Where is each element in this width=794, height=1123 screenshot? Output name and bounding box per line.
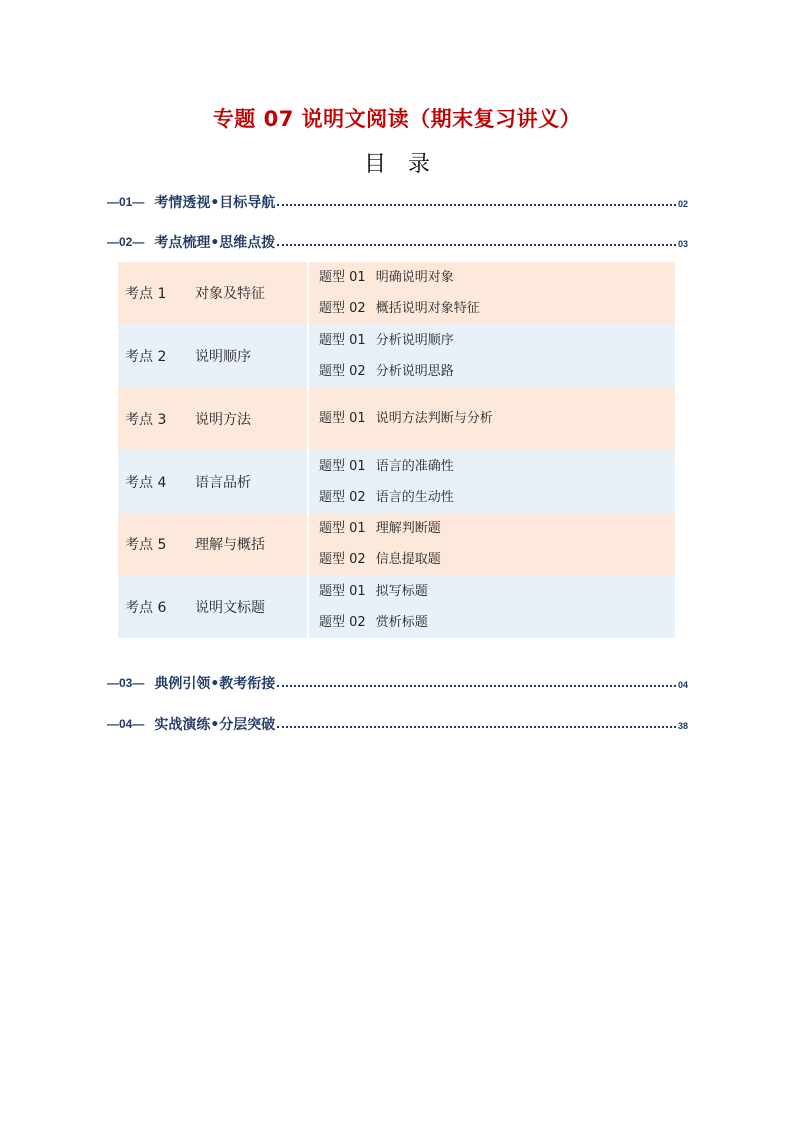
toc-entry-number: —03—	[107, 676, 145, 690]
kaodian-row	[118, 450, 675, 513]
kaodian-number: 考点 6	[125, 599, 167, 616]
tixing-item[interactable]	[319, 325, 675, 356]
toc-entry[interactable]	[107, 714, 688, 734]
kaodian-cell	[118, 387, 309, 450]
tixing-item[interactable]	[319, 451, 675, 482]
kaodian-cell	[118, 450, 309, 513]
tixing-item[interactable]	[319, 356, 675, 387]
kaodian-row	[118, 513, 675, 575]
tixing-cell	[309, 387, 675, 450]
tixing-item[interactable]	[319, 544, 675, 575]
kaodian-cell	[118, 513, 309, 575]
kaodian-name: 说明方法	[195, 411, 251, 428]
kaodian-cell	[118, 575, 309, 638]
kaodian-number: 考点 5	[125, 537, 167, 553]
toc-heading: 目录	[363, 152, 452, 177]
kaodian-number: 考点 1	[125, 286, 167, 302]
tixing-name: 理解判断题	[375, 521, 441, 536]
tixing-name: 分析说明顺序	[375, 332, 454, 348]
toc-entry-number: —01—	[107, 195, 145, 209]
toc-entry[interactable]	[107, 673, 688, 693]
kaodian-table	[118, 262, 675, 638]
kaodian-name: 语言品析	[195, 474, 251, 491]
kaodian-number: 考点 4	[125, 474, 167, 491]
toc-entry-page: 04	[677, 680, 688, 690]
kaodian-row	[118, 387, 675, 450]
toc-entry-page: 03	[677, 239, 688, 249]
tixing-tag: 题型 02	[319, 489, 366, 505]
toc-entry-number: —02—	[107, 235, 145, 249]
toc-entry-label: 实战演练•分层突破	[154, 717, 276, 733]
tixing-cell	[309, 324, 675, 387]
tixing-cell	[309, 262, 675, 324]
kaodian-name: 对象及特征	[195, 286, 265, 302]
kaodian-row	[118, 575, 675, 638]
tixing-name: 语言的准确性	[375, 458, 454, 474]
tixing-item[interactable]	[319, 403, 675, 434]
tixing-tag: 题型 01	[319, 411, 366, 426]
tixing-item[interactable]	[319, 513, 675, 544]
tixing-item[interactable]	[319, 293, 675, 324]
tixing-name: 分析说明思路	[375, 363, 454, 379]
kaodian-row	[118, 324, 675, 387]
tixing-cell	[309, 575, 675, 638]
tixing-item[interactable]	[319, 262, 675, 293]
toc-leader-dots	[277, 726, 676, 728]
tixing-name: 说明方法判断与分析	[375, 411, 493, 426]
toc-leader-dots	[277, 204, 676, 206]
tixing-tag: 题型 01	[319, 458, 366, 474]
kaodian-number: 考点 3	[125, 411, 167, 428]
toc-entry[interactable]	[107, 192, 688, 212]
kaodian-name: 说明文标题	[195, 599, 265, 616]
tixing-cell	[309, 450, 675, 513]
kaodian-name: 理解与概括	[195, 537, 265, 553]
tixing-tag: 题型 01	[319, 521, 366, 536]
kaodian-name: 说明顺序	[195, 348, 251, 365]
toc-entry[interactable]	[107, 232, 688, 252]
tixing-tag: 题型 01	[319, 583, 366, 599]
tixing-item[interactable]	[319, 607, 675, 638]
tixing-tag: 题型 02	[319, 363, 366, 379]
toc-entry-label: 考点梳理•思维点拨	[154, 235, 276, 251]
kaodian-cell	[118, 324, 309, 387]
tixing-tag: 题型 02	[319, 614, 366, 630]
kaodian-row	[118, 262, 675, 324]
kaodian-number: 考点 2	[125, 348, 167, 365]
toc-leader-dots	[277, 685, 676, 687]
document-title: 专题 07 说明文阅读（期末复习讲义）	[212, 107, 582, 131]
tixing-name: 信息提取题	[375, 552, 441, 567]
toc-entry-label: 典例引领•教考衔接	[154, 676, 276, 692]
tixing-name: 概括说明对象特征	[375, 301, 480, 316]
tixing-tag: 题型 01	[319, 332, 366, 348]
tixing-item[interactable]	[319, 482, 675, 513]
tixing-tag: 题型 02	[319, 301, 366, 316]
tixing-name: 明确说明对象	[375, 270, 454, 285]
toc-entry-number: —04—	[107, 717, 145, 731]
tixing-tag: 题型 02	[319, 552, 366, 567]
toc-entry-label: 考情透视•目标导航	[154, 195, 276, 211]
kaodian-cell	[118, 262, 309, 324]
toc-entry-page: 02	[677, 199, 688, 209]
tixing-name: 语言的生动性	[375, 489, 454, 505]
tixing-tag: 题型 01	[319, 270, 366, 285]
toc-entry-page: 38	[677, 721, 688, 731]
tixing-name: 拟写标题	[375, 583, 428, 599]
tixing-item[interactable]	[319, 576, 675, 607]
tixing-name: 赏析标题	[375, 614, 428, 630]
tixing-cell	[309, 513, 675, 575]
toc-leader-dots	[277, 244, 676, 246]
